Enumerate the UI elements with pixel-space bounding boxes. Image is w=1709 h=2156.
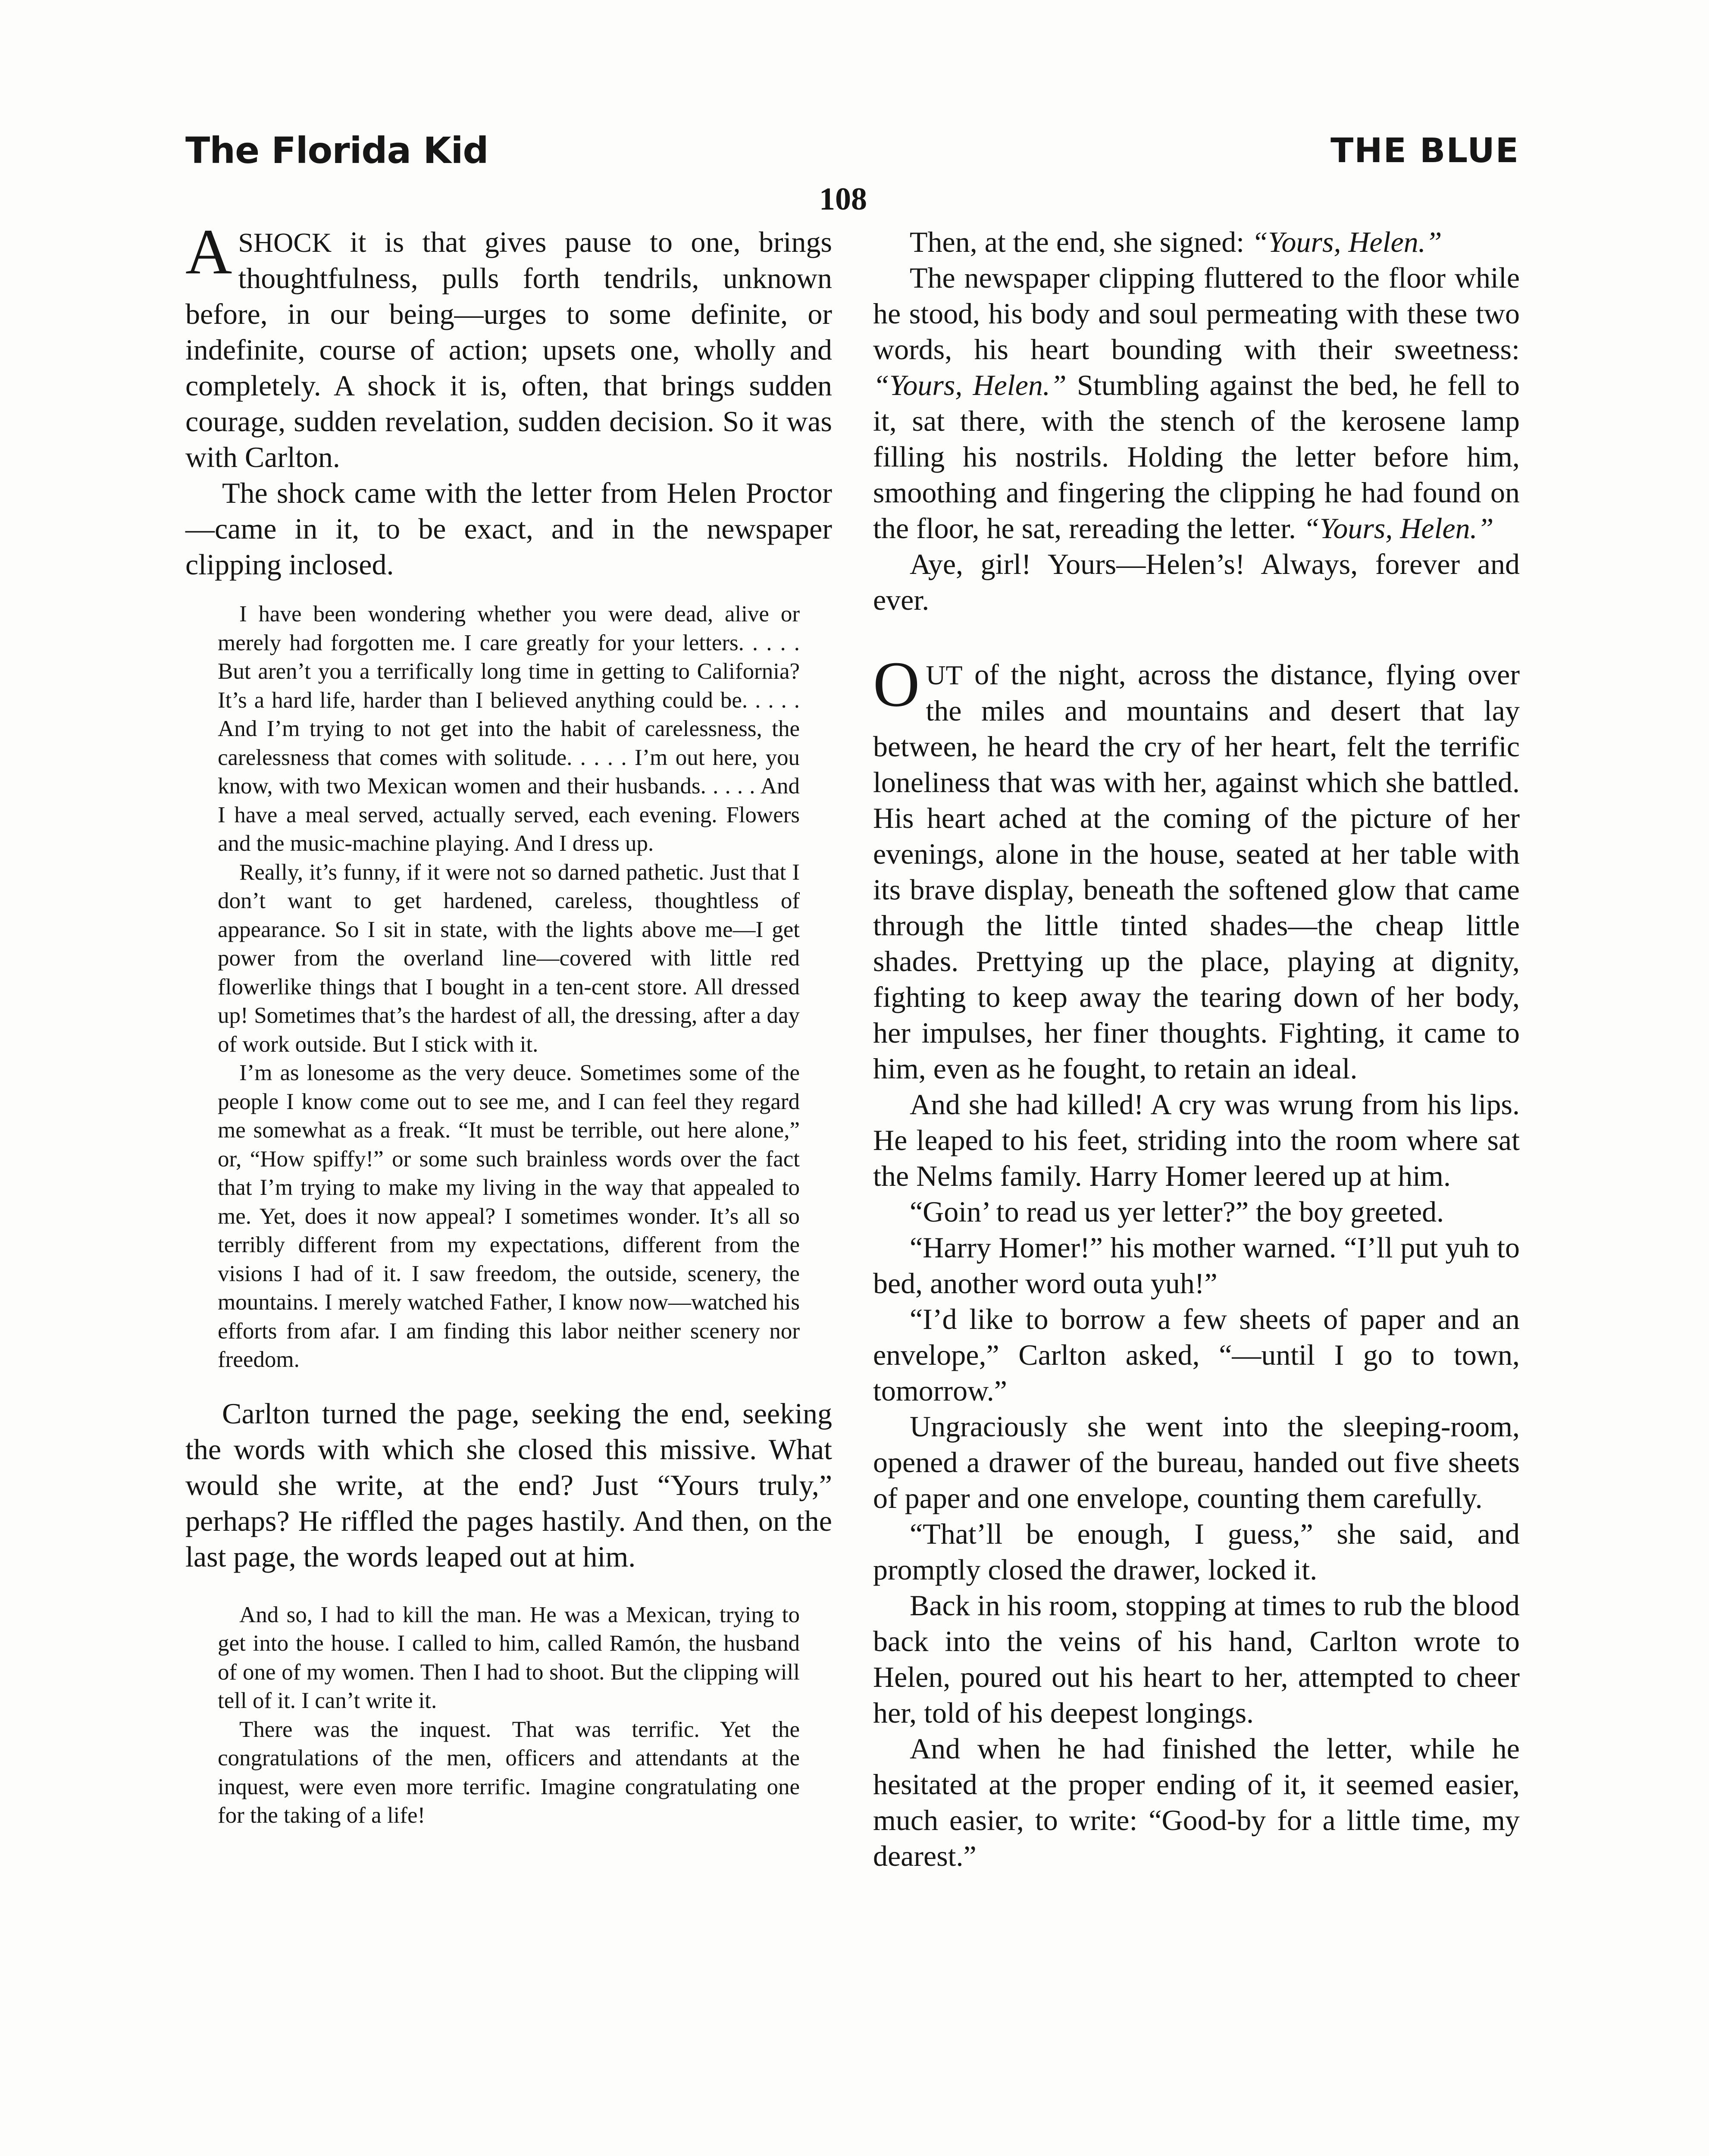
paragraph [185, 475, 832, 583]
paragraph-text: And when he had finished the letter, while he hesitated at the proper ending of it, it seemed easier, much easier, to write: “Good-by for a little time, my dearest.” [873, 1732, 1520, 1872]
right-column [873, 224, 1520, 1874]
paragraph-text: Stumbling against the bed, he fell to it, sat there, with the stench of the kerosene lamp filling his nostrils. Holding the letter before him, smoothing and fingering the clipping he had found on the floor, he sat, rereading the letter. [873, 369, 1520, 545]
paragraph-text: Then, at the end, she signed: [910, 226, 1252, 258]
paragraph-text: “Goin’ to read us yer letter?” the boy greeted. [910, 1195, 1444, 1228]
opening-smallcaps: SHOCK [238, 227, 332, 258]
opening-paragraph [185, 216, 833, 475]
left-column [185, 216, 833, 1830]
paragraph-text: The shock came with the letter from Helen Proctor—came in it, to be exact, and in the newspaper clipping inclosed. [185, 476, 832, 581]
paragraph-text: Aye, girl! Yours—Helen’s! Always, forever and ever. [873, 548, 1520, 616]
magazine-title-header: THE BLUE [1330, 132, 1519, 170]
letter-excerpt-2 [185, 1601, 832, 1830]
italic-signature: “Yours, Helen.” [1303, 512, 1494, 545]
opening-text: of the night, across the distance, flying over the miles and mountains and desert that lay between, he heard the cry of her heart, felt the terrific loneliness that was with her, against which she battled. His heart ached at the coming of the picture of her evenings, alone in the house, seated at her table with its brave display, beneath the softened glow that came through the little tinted shades—the cheap little shades. Prettying up the place, playing at dignity, fighting to keep away the tearing down of her body, her impulses, her finer thoughts. Fighting, it came to him, even as he fought, to retain an ideal. [873, 658, 1520, 1085]
paragraph [873, 1731, 1520, 1874]
paragraph-text: “Harry Homer!” his mother warned. “I’ll put yuh to bed, another word outa yuh!” [873, 1231, 1520, 1300]
paragraph [873, 546, 1520, 618]
letter-excerpt-1 [185, 600, 832, 1374]
paragraph [873, 1409, 1520, 1516]
italic-signature: “Yours, Helen.” [1252, 226, 1442, 258]
paragraph-text: The newspaper clipping fluttered to the floor while he stood, his body and soul permeating with these two words, his heart bounding with their sweetness: [873, 261, 1520, 366]
paragraph-text: “That’ll be enough, I guess,” she said, and promptly closed the drawer, locked it. [873, 1517, 1520, 1586]
paragraph-text: Carlton turned the page, seeking the end, seeking the words with which she closed this missive. What would she write, at the end? Just “Yours truly,” perhaps? He riffled the pages hastily. And then, on the last page, the words leaped out at him. [185, 1397, 832, 1573]
paragraph-text: Ungraciously she went into the sleeping-room, opened a drawer of the bureau, handed out five sheets of paper and one envelope, counting them carefully. [873, 1410, 1520, 1514]
paragraph-text: Back in his room, stopping at times to rub the blood back into the veins of his hand, Carlton wrote to Helen, poured out his heart to her, attempted to cheer her, told of his deepest longings. [873, 1589, 1520, 1729]
paragraph [873, 1588, 1520, 1731]
paragraph [873, 1194, 1520, 1230]
letter-paragraph: And so, I had to kill the man. He was a Mexican, trying to get into the house. I called to him, called Ramón, the husband of one of my women. Then I had to shoot. But the clipping will tell of it. I can’t write it. [218, 1602, 800, 1713]
paragraph [185, 1396, 832, 1575]
section-opening-paragraph [873, 649, 1520, 1087]
letter-paragraph: I’m as lonesome as the very deuce. Sometimes some of the people I know come out to see me, and I can feel they regard me somewhat as a freak. “It must be terrible, out here alone,” or, “How spiffy!” or some such brainless words over the fact that I’m trying to make my living in the way that appealed to me. Yet, does it now appeal? I sometimes wonder. It’s all so terribly different from my expectations, different from the visions I had of it. I saw freedom, the outside, scenery, the mountains. I merely watched Father, I know now—watched his efforts from afar. I am finding this labor neither scenery nor freedom. [218, 1060, 800, 1372]
drop-cap: O [873, 649, 920, 720]
paragraph-text: “I’d like to borrow a few sheets of paper and an envelope,” Carlton asked, “—until I go to town, tomorrow.” [873, 1303, 1520, 1407]
opening-smallcaps: UT [926, 660, 963, 690]
opening-text: it is that gives pause to one, brings thoughtfulness, pulls forth tendrils, unknown before, in our being—urges to some definite, or indefinite, course of action; upsets one, wholly and completely. A shock it is, often, that brings sudden courage, sudden revelation, sudden decision. So it was with Carlton. [185, 226, 833, 473]
paragraph [873, 1087, 1520, 1194]
letter-paragraph: There was the inquest. That was terrific. Yet the congratulations of the men, officers and attendants at the inquest, were even more terrific. Imagine congratulating one for the taking of a life! [218, 1717, 800, 1828]
paragraph-text: And she had killed! A cry was wrung from his lips. He leaped to his feet, striding into the room where sat the Nelms family. Harry Homer leered up at him. [873, 1088, 1520, 1192]
letter-paragraph: I have been wondering whether you were dead, alive or merely had forgotten me. I care greatly for your letters. . . . . But aren’t you a terrifically long time in getting to California? It’s a hard life, harder than I believed anything could be. . . . . And I’m trying to not get into the habit of carelessness, the carelessness that comes with solitude. . . . . I’m out here, you know, with two Mexican women and their husbands. . . . . And I have a meal served, actually served, each evening. Flowers and the music-machine playing. And I dress up. [218, 602, 800, 856]
paragraph [873, 1230, 1520, 1301]
paragraph [873, 1301, 1520, 1409]
letter-paragraph: Really, it’s funny, if it were not so darned pathetic. Just that I don’t want to get hardened, careless, thoughtless of appearance. So I sit in state, with the lights above me—I get power from the overland line—covered with little red flowerlike things that I bought in a ten-cent store. All dressed up! Sometimes that’s the hardest of all, the dressing, after a day of work outside. But I stick with it. [218, 859, 800, 1057]
paragraph [873, 1516, 1520, 1588]
italic-signature: “Yours, Helen.” [873, 369, 1067, 401]
paragraph [873, 224, 1520, 260]
page-number: 108 [819, 182, 867, 217]
drop-cap: A [185, 216, 232, 288]
paragraph [873, 260, 1520, 546]
story-title-header: The Florida Kid [185, 129, 488, 172]
